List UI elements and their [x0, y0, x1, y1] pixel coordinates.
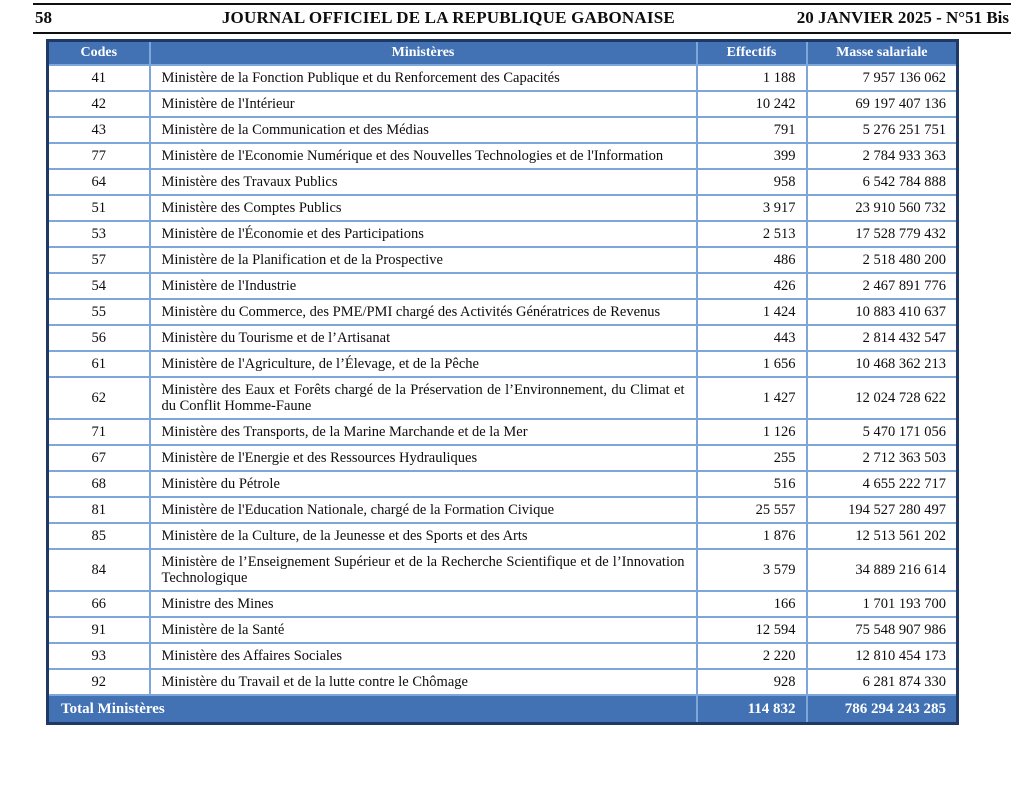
- total-label: Total Ministères: [48, 695, 697, 724]
- masse-cell: 2 784 933 363: [807, 143, 958, 169]
- table-row: [48, 445, 958, 471]
- effectifs-cell: 1 188: [697, 65, 807, 91]
- effectifs-cell: 25 557: [697, 497, 807, 523]
- column-header-ministeres: Ministères: [150, 41, 697, 66]
- masse-cell: 4 655 222 717: [807, 471, 958, 497]
- code-cell: 85: [48, 523, 150, 549]
- masse-cell: 7 957 136 062: [807, 65, 958, 91]
- masse-cell: 23 910 560 732: [807, 195, 958, 221]
- masse-cell: 10 883 410 637: [807, 299, 958, 325]
- masse-cell: 34 889 216 614: [807, 549, 958, 591]
- ministry-cell: Ministère de la Planification et de la Prospective: [150, 247, 697, 273]
- table-row: [48, 65, 958, 91]
- masse-cell: 69 197 407 136: [807, 91, 958, 117]
- code-cell: 53: [48, 221, 150, 247]
- journal-title: JOURNAL OFFICIEL DE LA REPUBLIQUE GABONAISE: [221, 8, 675, 27]
- table-row: [48, 299, 958, 325]
- ministry-cell: Ministère du Travail et de la lutte contre le Chômage: [150, 669, 697, 695]
- masse-cell: 5 276 251 751: [807, 117, 958, 143]
- masse-cell: 2 467 891 776: [807, 273, 958, 299]
- ministry-cell: Ministère du Tourisme et de l’Artisanat: [150, 325, 697, 351]
- effectifs-cell: 10 242: [697, 91, 807, 117]
- effectifs-cell: 1 427: [697, 377, 807, 419]
- code-cell: 92: [48, 669, 150, 695]
- ministry-cell: Ministère de l'Agriculture, de l’Élevage, et de la Pêche: [150, 351, 697, 377]
- code-cell: 84: [48, 549, 150, 591]
- masse-cell: 5 470 171 056: [807, 419, 958, 445]
- total-effectifs: 114 832: [697, 695, 807, 724]
- effectifs-cell: 928: [697, 669, 807, 695]
- masse-cell: 1 701 193 700: [807, 591, 958, 617]
- table-row: [48, 377, 958, 419]
- total-row: [48, 695, 958, 724]
- ministries-table: [46, 39, 959, 725]
- ministry-cell: Ministère de la Santé: [150, 617, 697, 643]
- effectifs-cell: 1 424: [697, 299, 807, 325]
- ministry-cell: Ministère de la Fonction Publique et du Renforcement des Capacités: [150, 65, 697, 91]
- code-cell: 81: [48, 497, 150, 523]
- code-cell: 91: [48, 617, 150, 643]
- effectifs-cell: 443: [697, 325, 807, 351]
- effectifs-cell: 1 876: [697, 523, 807, 549]
- table-row: [48, 143, 958, 169]
- table-row: [48, 643, 958, 669]
- ministry-cell: Ministère des Eaux et Forêts chargé de la Préservation de l’Environnement, du Climat et du Conflit Homme-Faune: [150, 377, 697, 419]
- ministry-cell: Ministère de l'Intérieur: [150, 91, 697, 117]
- header-row: [48, 41, 958, 66]
- code-cell: 62: [48, 377, 150, 419]
- effectifs-cell: 12 594: [697, 617, 807, 643]
- table-row: [48, 549, 958, 591]
- ministry-cell: Ministère des Affaires Sociales: [150, 643, 697, 669]
- ministry-cell: Ministère du Commerce, des PME/PMI chargé des Activités Génératrices de Revenus: [150, 299, 697, 325]
- table-row: [48, 617, 958, 643]
- masse-cell: 6 542 784 888: [807, 169, 958, 195]
- code-cell: 93: [48, 643, 150, 669]
- table-body: [48, 65, 958, 695]
- effectifs-cell: 791: [697, 117, 807, 143]
- code-cell: 41: [48, 65, 150, 91]
- table-footer: [48, 695, 958, 724]
- code-cell: 55: [48, 299, 150, 325]
- effectifs-cell: 1 126: [697, 419, 807, 445]
- code-cell: 77: [48, 143, 150, 169]
- code-cell: 57: [48, 247, 150, 273]
- masse-cell: 12 513 561 202: [807, 523, 958, 549]
- code-cell: 54: [48, 273, 150, 299]
- effectifs-cell: 516: [697, 471, 807, 497]
- table-row: [48, 325, 958, 351]
- effectifs-cell: 486: [697, 247, 807, 273]
- masse-cell: 2 712 363 503: [807, 445, 958, 471]
- total-masse: 786 294 243 285: [807, 695, 958, 724]
- masse-cell: 10 468 362 213: [807, 351, 958, 377]
- table-row: [48, 471, 958, 497]
- ministry-cell: Ministère de l'Economie Numérique et des Nouvelles Technologies et de l'Information: [150, 143, 697, 169]
- ministry-cell: Ministère de l'Industrie: [150, 273, 697, 299]
- ministry-cell: Ministère de l'Energie et des Ressources Hydrauliques: [150, 445, 697, 471]
- page-number: 58: [35, 8, 52, 27]
- table-row: [48, 247, 958, 273]
- ministry-cell: Ministère des Comptes Publics: [150, 195, 697, 221]
- masse-cell: 194 527 280 497: [807, 497, 958, 523]
- masse-cell: 2 814 432 547: [807, 325, 958, 351]
- effectifs-cell: 3 579: [697, 549, 807, 591]
- effectifs-cell: 3 917: [697, 195, 807, 221]
- table-row: [48, 117, 958, 143]
- masse-cell: 12 024 728 622: [807, 377, 958, 419]
- table-row: [48, 419, 958, 445]
- masse-cell: 12 810 454 173: [807, 643, 958, 669]
- table-row: [48, 591, 958, 617]
- issue-info: 20 JANVIER 2025 - N°51 Bis: [796, 8, 1009, 27]
- ministry-cell: Ministère de l’Enseignement Supérieur et de la Recherche Scientifique et de l’Innovation Technologique: [150, 549, 697, 591]
- code-cell: 67: [48, 445, 150, 471]
- column-header-masse-salariale: Masse salariale: [807, 41, 958, 66]
- table-row: [48, 351, 958, 377]
- effectifs-cell: 958: [697, 169, 807, 195]
- ministry-cell: Ministère de l'Économie et des Participations: [150, 221, 697, 247]
- code-cell: 71: [48, 419, 150, 445]
- code-cell: 56: [48, 325, 150, 351]
- code-cell: 68: [48, 471, 150, 497]
- ministry-cell: Ministère du Pétrole: [150, 471, 697, 497]
- effectifs-cell: 426: [697, 273, 807, 299]
- table-row: [48, 221, 958, 247]
- effectifs-cell: 166: [697, 591, 807, 617]
- table-row: [48, 195, 958, 221]
- masse-cell: 17 528 779 432: [807, 221, 958, 247]
- column-header-effectifs: Effectifs: [697, 41, 807, 66]
- table-row: [48, 273, 958, 299]
- ministry-cell: Ministère de la Communication et des Médias: [150, 117, 697, 143]
- table-header: [48, 41, 958, 66]
- page-header: [33, 3, 1011, 34]
- table-row: [48, 523, 958, 549]
- effectifs-cell: 255: [697, 445, 807, 471]
- effectifs-cell: 399: [697, 143, 807, 169]
- ministry-cell: Ministère des Travaux Publics: [150, 169, 697, 195]
- code-cell: 43: [48, 117, 150, 143]
- table-row: [48, 169, 958, 195]
- masse-cell: 2 518 480 200: [807, 247, 958, 273]
- ministry-cell: Ministère des Transports, de la Marine Marchande et de la Mer: [150, 419, 697, 445]
- code-cell: 61: [48, 351, 150, 377]
- effectifs-cell: 1 656: [697, 351, 807, 377]
- ministry-cell: Ministre des Mines: [150, 591, 697, 617]
- code-cell: 51: [48, 195, 150, 221]
- column-header-codes: Codes: [48, 41, 150, 66]
- masse-cell: 75 548 907 986: [807, 617, 958, 643]
- effectifs-cell: 2 220: [697, 643, 807, 669]
- code-cell: 42: [48, 91, 150, 117]
- code-cell: 66: [48, 591, 150, 617]
- code-cell: 64: [48, 169, 150, 195]
- table-row: [48, 91, 958, 117]
- masse-cell: 6 281 874 330: [807, 669, 958, 695]
- table-row: [48, 497, 958, 523]
- ministry-cell: Ministère de l'Education Nationale, chargé de la Formation Civique: [150, 497, 697, 523]
- effectifs-cell: 2 513: [697, 221, 807, 247]
- table-row: [48, 669, 958, 695]
- ministry-cell: Ministère de la Culture, de la Jeunesse et des Sports et des Arts: [150, 523, 697, 549]
